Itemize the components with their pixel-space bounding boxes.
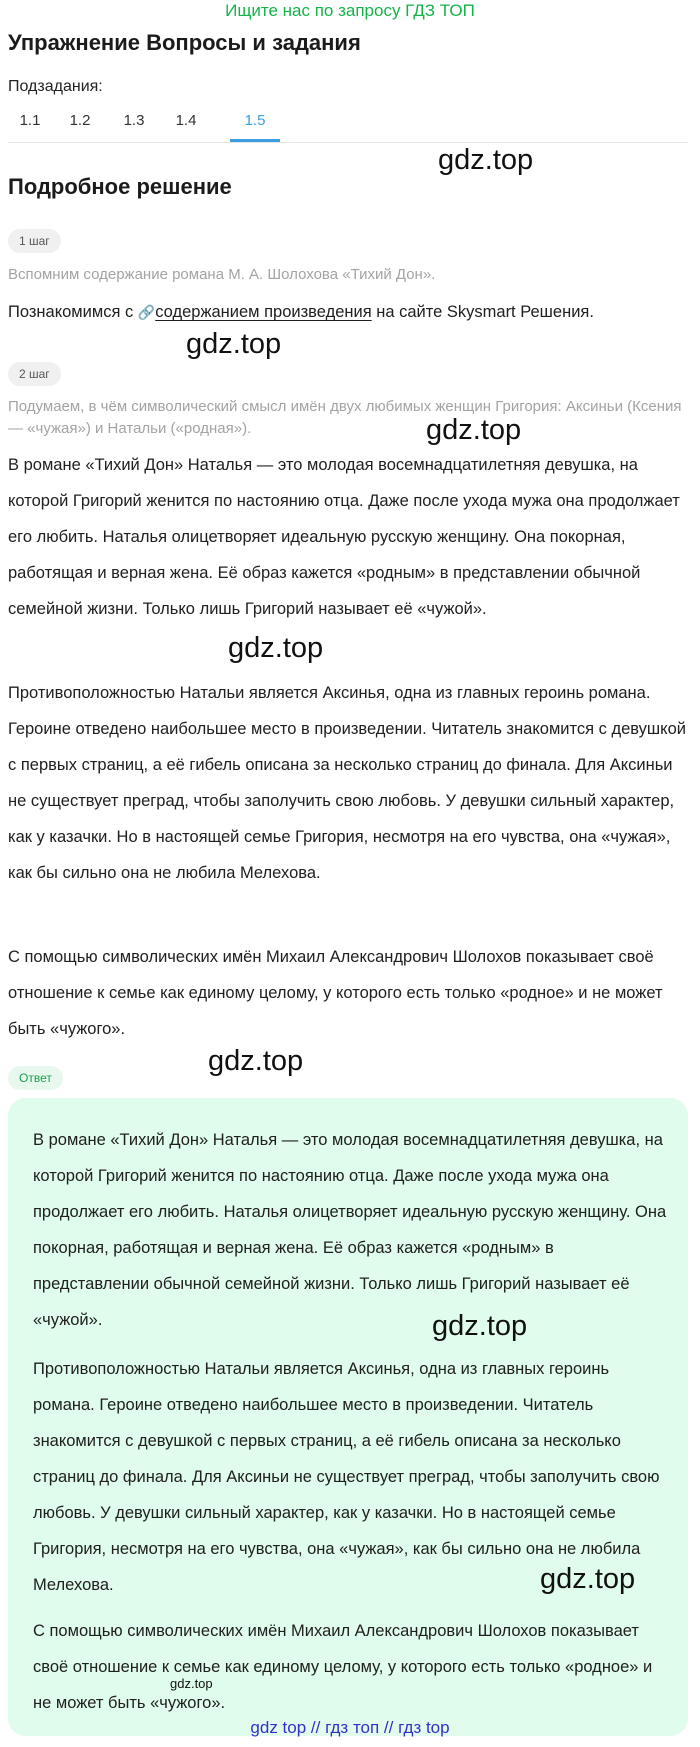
subtasks-label: Подзадания: bbox=[8, 78, 103, 95]
step-1-badge: 1 шаг bbox=[8, 229, 61, 253]
step-2-badge: 2 шаг bbox=[8, 362, 61, 386]
search-banner: Ищите нас по запросу ГДЗ ТОП bbox=[225, 1, 475, 20]
step-1-hint: Вспомним содержание романа М. А. Шолохова «Тихий Дон». bbox=[8, 266, 436, 283]
watermark: gdz.top bbox=[186, 328, 282, 360]
watermark-small: gdz.top bbox=[170, 1676, 213, 1691]
answer-badge: Ответ bbox=[8, 1066, 63, 1090]
step-1-text-before: Познакомимся с bbox=[8, 303, 138, 321]
answer-paragraph-1: В романе «Тихий Дон» Наталья — это молодая восемнадцатилетняя девушка, на которой Григорий женится по настоянию отца. Даже после ухода мужа она продолжает его любить. Наталья олицетворяет идеальную русскую женщину. Она покорная, работящая и верная жена. Её образ кажется «родным» в представлении обычной семейной жизни. Только лишь Григорий называет её «чужой». bbox=[33, 1131, 667, 1329]
tab-1-5[interactable]: 1.5 bbox=[244, 112, 266, 129]
page-title: Упражнение Вопросы и задания bbox=[8, 30, 361, 55]
tab-1-1[interactable]: 1.1 bbox=[19, 112, 41, 129]
active-tab-indicator bbox=[230, 139, 280, 142]
watermark: gdz.top bbox=[426, 414, 522, 446]
answer-box bbox=[8, 1098, 688, 1736]
step-1-text-after: на сайте Skysmart Решения. bbox=[371, 303, 594, 321]
watermark: gdz.top bbox=[228, 632, 324, 664]
answer-paragraph-2: Противоположностью Натальи является Аксинья, одна из главных героинь романа. Героине отведено наибольшее место в произведении. Читатель знакомится с девушкой с первых страниц, а её гибель описана за несколько страниц до финала. Для Аксиньи не существует преград, чтобы заполучить свою любовь. У девушки сильный характер, как у казачки. Но в настоящей семье Григория, несмотря на его чувства, она «чужая», как бы сильно она не любила Мелехова. bbox=[33, 1360, 660, 1594]
step-2-paragraph-3: С помощью символических имён Михаил Александрович Шолохов показывает своё отношение к семье как единому целому, у которого есть только «родное» и не может быть «чужого». bbox=[8, 948, 663, 1038]
step-2-hint: Подумаем, в чём символический смысл имён двух любимых женщин Григория: Аксиньи (Ксения — «чужая») и Натальи («родная»). bbox=[8, 398, 682, 437]
watermark: gdz.top bbox=[432, 1310, 528, 1342]
step-1-text bbox=[8, 294, 692, 330]
solution-heading: Подробное решение bbox=[8, 174, 232, 199]
watermark: gdz.top bbox=[540, 1563, 636, 1595]
watermark: gdz.top bbox=[438, 144, 534, 176]
subtask-tabs bbox=[8, 108, 688, 143]
link-icon: 🔗 bbox=[137, 304, 156, 320]
step-2-paragraph-1: В романе «Тихий Дон» Наталья — это молодая восемнадцатилетняя девушка, на которой Григорий женится по настоянию отца. Даже после ухода мужа она продолжает его любить. Наталья олицетворяет идеальную русскую женщину. Она покорная, работящая и верная жена. Её образ кажется «родным» в представлении обычной семейной жизни. Только лишь Григорий называет её «чужой». bbox=[8, 456, 680, 618]
tab-1-2[interactable]: 1.2 bbox=[69, 112, 91, 129]
tab-1-4[interactable]: 1.4 bbox=[175, 112, 197, 129]
answer-paragraph-3: С помощью символических имён Михаил Александрович Шолохов показывает своё отношение к семье как единому целому, у которого есть только «родное» и не может быть «чужого». bbox=[33, 1622, 653, 1712]
content-link[interactable]: содержанием произведения bbox=[155, 303, 372, 321]
watermark: gdz.top bbox=[208, 1045, 304, 1077]
footer-links: gdz top // гдз топ // гдз top bbox=[250, 1718, 450, 1737]
step-2-paragraph-2: Противоположностью Натальи является Аксинья, одна из главных героинь романа. Героине отведено наибольшее место в произведении. Читатель знакомится с девушкой с первых страниц, а её гибель описана за несколько страниц до финала. Для Аксиньи не существует преград, чтобы заполучить свою любовь. У девушки сильный характер, как у казачки. Но в настоящей семье Григория, несмотря на его чувства, она «чужая», как бы сильно она не любила Мелехова. bbox=[8, 684, 686, 882]
tab-1-3[interactable]: 1.3 bbox=[123, 112, 145, 129]
